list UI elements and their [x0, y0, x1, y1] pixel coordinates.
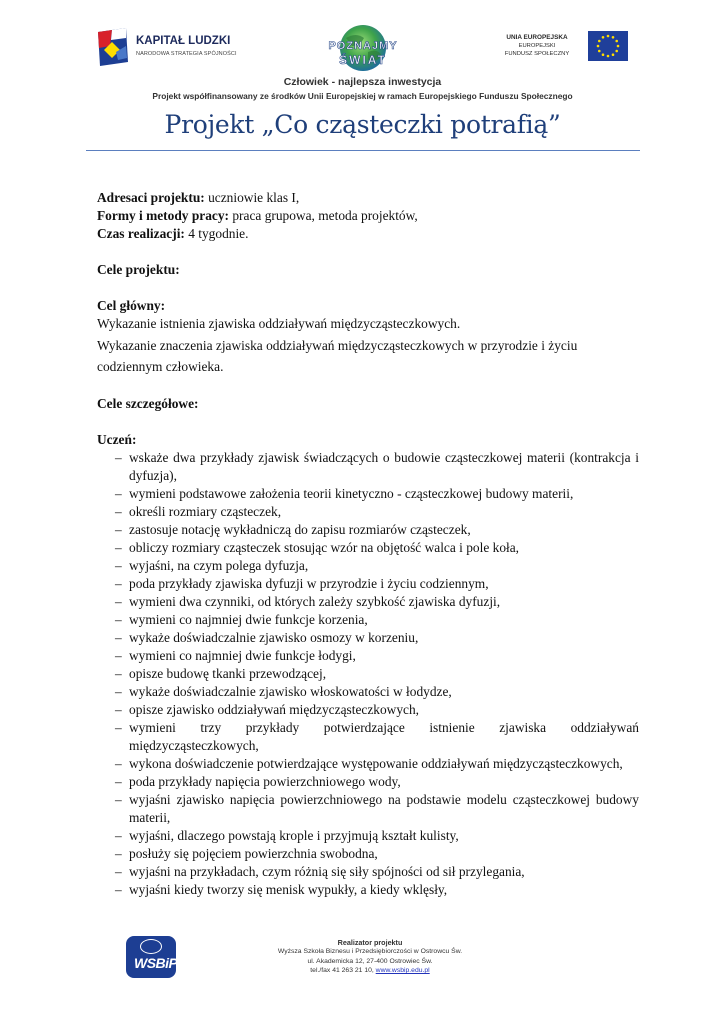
dash-bullet: – [115, 540, 122, 555]
wsbip-logo-text: WSBiP [134, 955, 178, 971]
kapital-ludzki-subtitle: NARODOWA STRATEGIA SPÓJNOŚCI [136, 51, 237, 57]
poznajmy-swiat-logo [312, 24, 414, 74]
dash-bullet: – [115, 558, 122, 573]
spacer [97, 279, 639, 297]
czas-line [97, 225, 639, 243]
dash-bullet: – [115, 774, 122, 789]
czas-label: Czas realizacji: [97, 226, 185, 241]
objective-item [97, 449, 639, 485]
formy-label: Formy i metody pracy: [97, 208, 230, 223]
title-divider [86, 150, 640, 151]
objective-text: posłuży się pojęciem powierzchnia swobodna, [129, 846, 378, 861]
wsbip-emblem-icon [140, 939, 162, 954]
adresaci-label: Adresaci projektu: [97, 190, 205, 205]
czas-value: 4 tygodnie. [184, 226, 249, 241]
dash-bullet: – [115, 792, 122, 807]
footer-line-2: ul. Akademicka 12, 27-400 Ostrowiec Św. [307, 957, 433, 965]
objective-text: wyjaśni, na czym polega dyfuzja, [129, 558, 309, 573]
footer-line-3 [190, 966, 550, 975]
dash-bullet: – [115, 576, 122, 591]
cel-glowny-line-1: Wykazanie istnienia zjawiska oddziaływań międzycząsteczkowych. [97, 316, 461, 331]
objective-item [97, 503, 639, 521]
cele-heading-text: Cele projektu: [97, 262, 180, 277]
dash-bullet: – [115, 522, 122, 537]
objective-text: wyjaśni, dlaczego powstają krople i przyjmują kształt kulisty, [129, 828, 459, 843]
cele-heading [97, 261, 639, 279]
kapital-ludzki-title: KAPITAŁ LUDZKI [136, 35, 231, 47]
objective-item [97, 863, 639, 881]
eu-logo-text [490, 34, 584, 58]
footer-heading: Realizator projektu [337, 938, 403, 947]
objective-item [97, 593, 639, 611]
dash-bullet: – [115, 684, 122, 699]
objective-item [97, 539, 639, 557]
eu-line-1: UNIA EUROPEJSKA [506, 34, 568, 41]
objective-item [97, 665, 639, 683]
formy-line [97, 207, 639, 225]
footer-text [190, 938, 550, 976]
poznajmy-text: POZNAJMY [328, 40, 398, 52]
objective-text: wymieni dwa czynniki, od których zależy szybkość zjawiska dyfuzji, [129, 594, 501, 609]
objective-text: wskaże dwa przykłady zjawisk świadczących o budowie cząsteczkowej materii (kontrakcja i dyfuzja), [129, 450, 639, 483]
dash-bullet: – [115, 612, 122, 627]
spacer [97, 243, 639, 261]
objective-text: obliczy rozmiary cząsteczek stosując wzór na objętość walca i pole koła, [129, 540, 520, 555]
adresaci-line [97, 189, 639, 207]
page-header [0, 0, 725, 108]
adresaci-value: uczniowie klas I, [204, 190, 300, 205]
objective-item [97, 485, 639, 503]
dash-bullet: – [115, 666, 122, 681]
dash-bullet: – [115, 828, 122, 843]
objective-item [97, 557, 639, 575]
swiat-text: ŚWIAT [339, 53, 387, 67]
objective-text: wyjaśni kiedy tworzy się menisk wypukły, a kiedy wklęsły, [129, 882, 448, 897]
objective-item [97, 611, 639, 629]
objective-item [97, 773, 639, 791]
objective-item [97, 521, 639, 539]
objective-item [97, 629, 639, 647]
objective-text: wymieni trzy przykłady potwierdzające istnienie zjawiska oddziaływań międzycząsteczkowych, [129, 720, 639, 753]
objective-item [97, 719, 639, 755]
dash-bullet: – [115, 864, 122, 879]
dash-bullet: – [115, 882, 122, 897]
objective-text: wymieni co najmniej dwie funkcje łodygi, [129, 648, 356, 663]
objective-item [97, 881, 639, 899]
objective-text: wyjaśni zjawisko napięcia powierzchniowego na podstawie modelu cząsteczkowej budowy materii, [129, 792, 639, 825]
objective-text: określi rozmiary cząsteczek, [129, 504, 282, 519]
objective-item [97, 575, 639, 593]
objectives-list [97, 449, 639, 899]
objective-text: opisze zjawisko oddziaływań międzycząsteczkowych, [129, 702, 420, 717]
cofinancing-note: Projekt współfinansowany ze środków Unii Europejskiej w ramach Europejskiego Funduszu Społecznego [152, 91, 573, 101]
objective-item [97, 827, 639, 845]
eu-line-2: EUROPEJSKI [518, 43, 556, 49]
cel-glowny-line-2: Wykazanie znaczenia zjawiska oddziaływań międzycząsteczkowych w przyrodzie i życiu codziennym człowieka. [97, 338, 578, 374]
objective-item [97, 791, 639, 827]
footer-website-link[interactable]: www.wsbip.edu.pl [375, 967, 430, 975]
objective-item [97, 755, 639, 773]
dash-bullet: – [115, 450, 122, 465]
objective-item [97, 683, 639, 701]
objective-text: wykona doświadczenie potwierdzające występowanie oddziaływań międzycząsteczkowych, [129, 756, 623, 771]
objective-item [97, 845, 639, 863]
dash-bullet: – [115, 594, 122, 609]
footer-phone: tel./fax 41 263 21 10, [310, 967, 376, 975]
cel-glowny-heading-text: Cel główny: [97, 298, 166, 313]
eu-flag-icon [588, 31, 628, 61]
objective-text: poda przykłady zjawiska dyfuzji w przyrodzie i życiu codziennym, [129, 576, 489, 591]
objective-text: wykaże doświadczalnie zjawisko włoskowatości w łodydze, [129, 684, 452, 699]
cele-szczegolowe-heading-text: Cele szczegółowe: [97, 396, 199, 411]
eu-line-3: FUNDUSZ SPOŁECZNY [504, 51, 570, 57]
dash-bullet: – [115, 630, 122, 645]
uczen-heading [97, 431, 639, 449]
objective-item [97, 701, 639, 719]
kapital-ludzki-logo [96, 26, 266, 70]
cel-glowny-heading [97, 297, 639, 315]
uczen-heading-text: Uczeń: [97, 432, 137, 447]
page-footer [0, 936, 725, 996]
dash-bullet: – [115, 720, 122, 735]
footer-line-1: Wyższa Szkoła Biznesu i Przedsiębiorczości w Ostrowcu Św. [277, 948, 463, 956]
dash-bullet: – [115, 756, 122, 771]
cele-szczegolowe-heading [97, 395, 639, 413]
eu-logo [490, 31, 632, 67]
objective-text: wyjaśni na przykładach, czym różnią się siły spójności od sił przylegania, [129, 864, 525, 879]
spacer [97, 377, 639, 395]
dash-bullet: – [115, 702, 122, 717]
kapital-ludzki-flag-icon [96, 28, 130, 66]
objective-item [97, 647, 639, 665]
motto: Człowiek - najlepsza inwestycja [283, 76, 442, 88]
formy-value: praca grupowa, metoda projektów, [229, 208, 418, 223]
document-body [97, 189, 639, 899]
objective-text: zastosuje notację wykładniczą do zapisu rozmiarów cząsteczek, [129, 522, 471, 537]
objective-text: opisze budowę tkanki przewodzącej, [129, 666, 327, 681]
dash-bullet: – [115, 504, 122, 519]
objective-text: wykaże doświadczalnie zjawisko osmozy w korzeniu, [129, 630, 419, 645]
dash-bullet: – [115, 486, 122, 501]
objective-text: poda przykłady napięcia powierzchniowego wody, [129, 774, 401, 789]
objective-text: wymieni podstawowe założenia teorii kinetyczno - cząsteczkowej budowy materii, [129, 486, 574, 501]
dash-bullet: – [115, 846, 122, 861]
objective-text: wymieni co najmniej dwie funkcje korzenia, [129, 612, 368, 627]
dash-bullet: – [115, 648, 122, 663]
wsbip-logo [126, 936, 176, 978]
spacer [97, 413, 639, 431]
document-title: Projekt „Co cząsteczki potrafią” [164, 110, 561, 139]
